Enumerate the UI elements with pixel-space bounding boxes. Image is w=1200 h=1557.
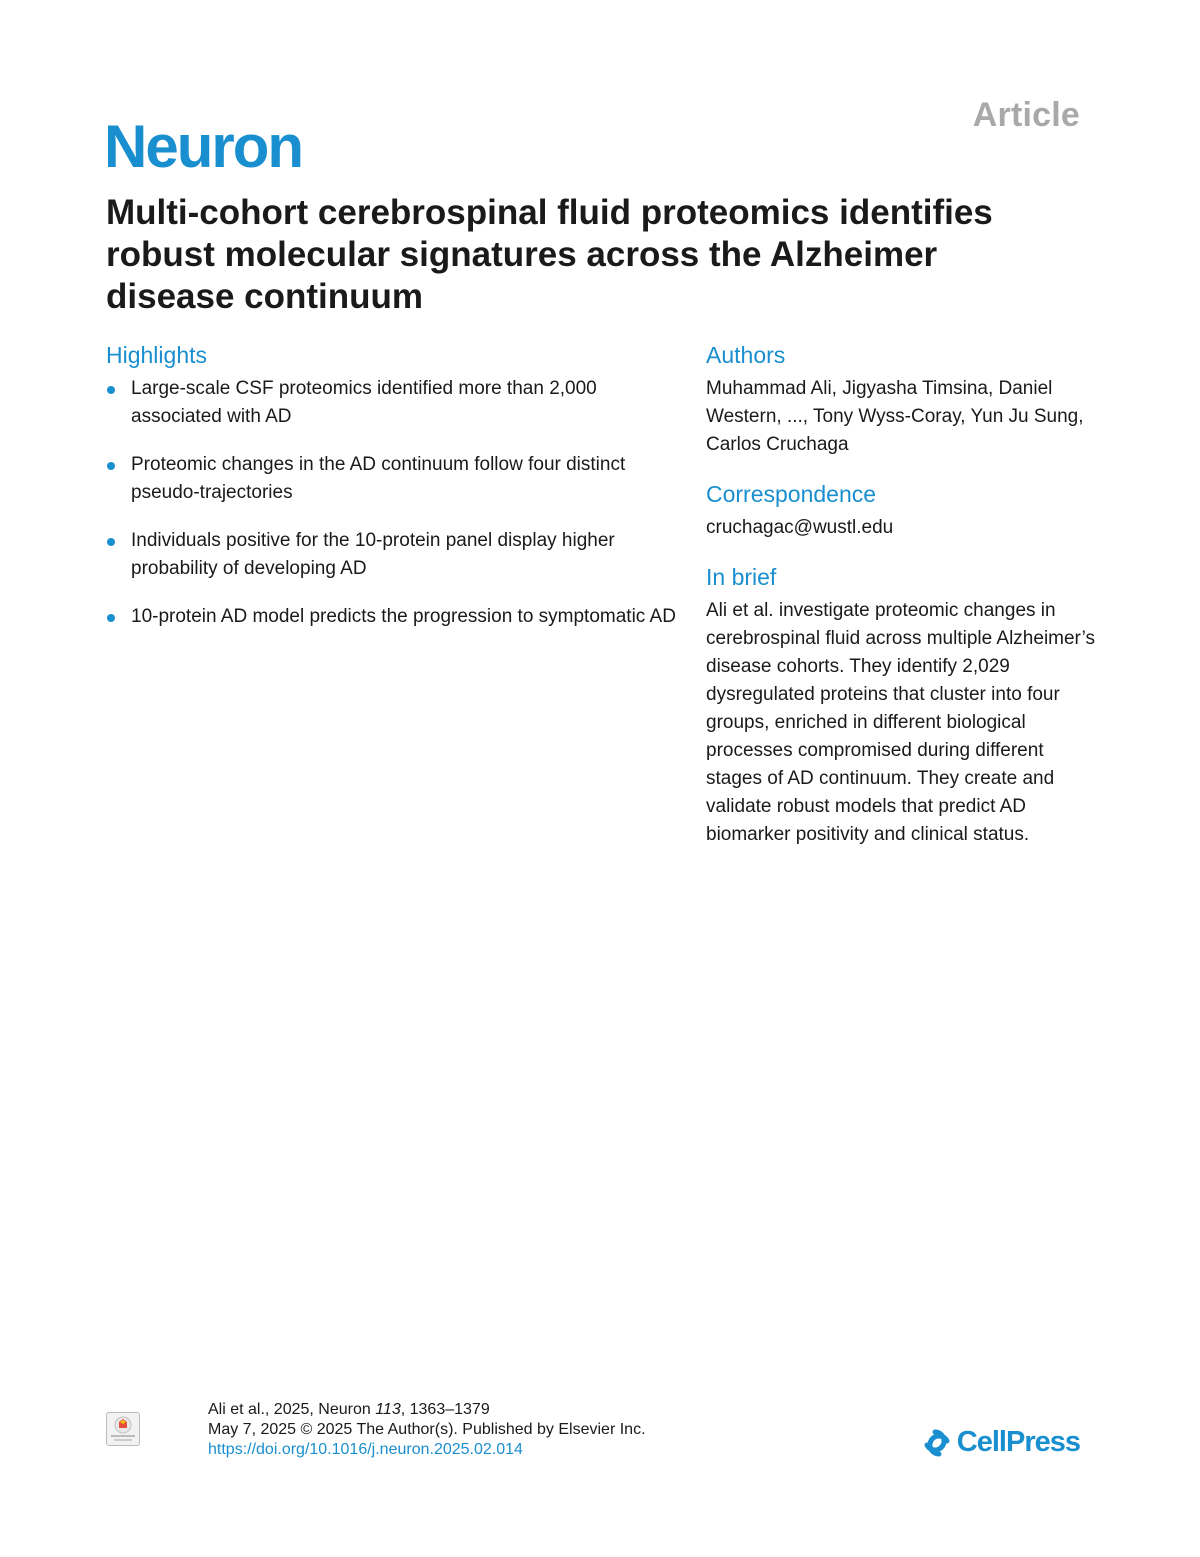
highlights-heading: Highlights bbox=[106, 342, 207, 368]
bullet-icon bbox=[107, 614, 115, 622]
highlight-item bbox=[106, 527, 686, 583]
in-brief-text: Ali et al. investigate proteomic changes in cerebrospinal fluid across multiple Alzheimer’s disease cohorts. They identify 2,029 dysregulated proteins that cluster into four groups, enriched in different biological processes compromised during different stages of AD continuum. They create and validate robust models that predict AD biomarker positivity and clinical status. bbox=[706, 600, 1095, 845]
article-type-label: Article bbox=[972, 96, 1080, 134]
highlight-item bbox=[106, 451, 686, 507]
authors-heading: Authors bbox=[706, 342, 786, 368]
bullet-icon bbox=[107, 538, 115, 546]
highlight-item bbox=[106, 375, 686, 431]
highlight-text: 10-protein AD model predicts the progression to symptomatic AD bbox=[131, 606, 676, 627]
highlight-text: Individuals positive for the 10-protein panel display higher probability of developing AD bbox=[131, 530, 615, 579]
doi-link[interactable]: https://doi.org/10.1016/j.neuron.2025.02.014 bbox=[208, 1441, 523, 1458]
highlight-text: Large-scale CSF proteomics identified more than 2,000 associated with AD bbox=[131, 378, 597, 427]
in-brief-section bbox=[706, 564, 1096, 849]
citation-volume: 113 bbox=[375, 1401, 401, 1418]
article-title: Multi-cohort cerebrospinal fluid proteomics identifies robust molecular signatures across the Alzheimer disease continuum bbox=[106, 193, 993, 316]
citation-line bbox=[208, 1400, 646, 1420]
citation-prefix: Ali et al., 2025, Neuron bbox=[208, 1401, 376, 1418]
highlights-list bbox=[106, 375, 686, 631]
correspondence-email[interactable]: cruchagac@wustl.edu bbox=[706, 517, 894, 538]
authors-list: Muhammad Ali, Jigyasha Timsina, Daniel Western, ..., Tony Wyss-Coray, Yun Ju Sung, Carlos Cruchaga bbox=[706, 378, 1084, 455]
highlight-text: Proteomic changes in the AD continuum follow four distinct pseudo-trajectories bbox=[131, 454, 626, 503]
journal-logo: Neuron bbox=[104, 113, 302, 180]
cellpress-mark-icon bbox=[921, 1428, 953, 1458]
check-for-updates-icon[interactable] bbox=[106, 1412, 140, 1446]
in-brief-heading: In brief bbox=[706, 564, 777, 590]
citation-footer bbox=[208, 1400, 646, 1460]
citation-pages: , 1363–1379 bbox=[400, 1401, 490, 1418]
bullet-icon bbox=[107, 462, 115, 470]
cellpress-wordmark: CellPress bbox=[956, 1426, 1080, 1458]
sidebar-column bbox=[706, 342, 1096, 871]
highlight-item bbox=[106, 603, 686, 631]
authors-section bbox=[706, 342, 1096, 459]
cellpress-logo bbox=[921, 1426, 1080, 1459]
highlights-section bbox=[106, 342, 686, 651]
correspondence-section bbox=[706, 481, 1096, 542]
correspondence-heading: Correspondence bbox=[706, 481, 877, 507]
publication-date-line: May 7, 2025 © 2025 The Author(s). Published by Elsevier Inc. bbox=[208, 1421, 646, 1438]
bullet-icon bbox=[107, 386, 115, 394]
